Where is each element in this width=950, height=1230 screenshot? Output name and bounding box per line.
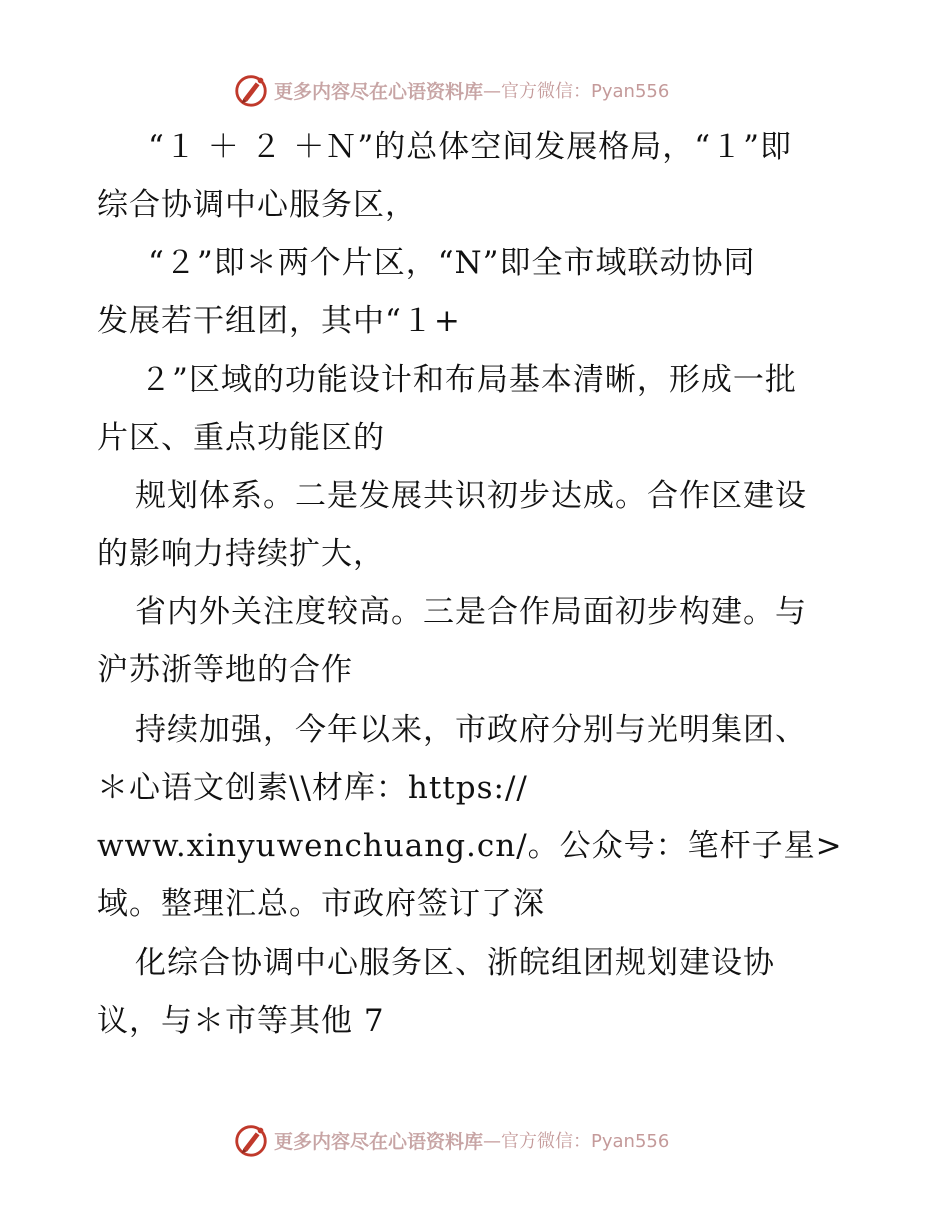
- body-line: www.xinyuwenchuang.cn/。公众号：笔杆子星>: [97, 828, 843, 864]
- pen-logo-icon: [232, 71, 270, 109]
- banner-main-text: 更多内容尽在心语资料库: [274, 1130, 484, 1153]
- body-line: 沪苏浙等地的合作: [97, 652, 353, 688]
- body-line: ＊心语文创素\\材库：https://: [97, 770, 528, 806]
- body-line: “２”即＊两个片区，“N”即全市域联动协同: [148, 245, 756, 281]
- body-line: “１ ＋ ２ ＋Ｎ”的总体空间发展格局，“１”即: [148, 129, 792, 165]
- body-line: 域。整理汇总。市政府签订了深: [97, 886, 545, 922]
- body-line: 规划体系。二是发展共识初步达成。合作区建设: [135, 478, 807, 514]
- header-banner: [232, 70, 669, 110]
- pen-logo-icon: [232, 1121, 270, 1159]
- body-line: 省内外关注度较高。三是合作局面初步构建。与: [135, 594, 807, 630]
- body-line: 发展若干组团，其中“１+: [97, 303, 461, 339]
- body-line: 片区、重点功能区的: [97, 420, 385, 456]
- body-line: 综合协调中心服务区，: [97, 187, 417, 223]
- body-line: 化综合协调中心服务区、浙皖组团规划建设协: [135, 945, 775, 981]
- body-line: 议，与＊市等其他 7: [97, 1003, 385, 1039]
- body-line: ２”区域的功能设计和布局基本清晰，形成一批: [140, 362, 797, 398]
- body-line: 的影响力持续扩大，: [97, 536, 385, 572]
- footer-banner: [232, 1120, 669, 1160]
- body-line: 持续加强，今年以来，市政府分别与光明集团、: [135, 712, 807, 748]
- banner-sub-text: —官方微信：Pyan556: [483, 81, 670, 102]
- banner-main-text: 更多内容尽在心语资料库: [274, 80, 484, 103]
- banner-sub-text: —官方微信：Pyan556: [483, 1131, 670, 1152]
